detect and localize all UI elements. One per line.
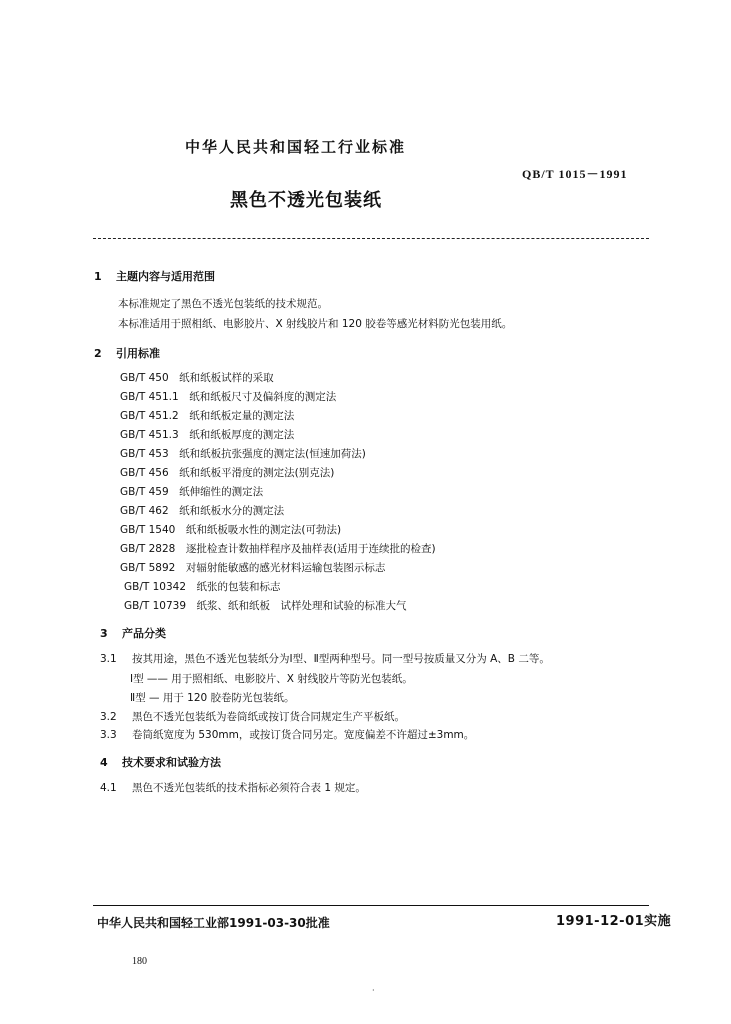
section-title: 产品分类 (122, 627, 166, 640)
clause-number: 3.1 (100, 653, 117, 665)
reference-item: GB/T 459 纸伸缩性的测定法 (120, 486, 264, 498)
reference-item: GB/T 5892 对辐射能敏感的感光材料运输包装图示标志 (120, 562, 386, 574)
section-2-heading (94, 345, 160, 361)
reference-item: GB/T 10342 纸张的包装和标志 (124, 581, 281, 593)
section-number: 4 (100, 756, 108, 769)
clause-3-2 (100, 709, 405, 724)
implementation-date: 1991-12-01实施 (556, 914, 672, 929)
reference-item: GB/T 453 纸和纸板抗张强度的测定法(恒速加荷法) (120, 448, 366, 460)
section-number: 2 (94, 347, 102, 360)
document-title: 黑色不透光包装纸 (230, 190, 382, 211)
section-3-heading (100, 625, 166, 641)
paragraph: 本标准规定了黑色不透光包装纸的技术规范。 (118, 298, 328, 310)
section-4-heading (100, 754, 221, 770)
approval-line: 中华人民共和国轻工业部1991-03-30批准 (97, 916, 330, 930)
section-1-heading (94, 268, 215, 284)
clause-text: 按其用途，黑色不透光包装纸分为Ⅰ型、Ⅱ型两种型号。同一型号按质量又分为 A、B 二等。 (132, 653, 550, 665)
footer-divider (93, 905, 649, 906)
reference-item: GB/T 462 纸和纸板水分的测定法 (120, 505, 285, 517)
clause-number: 3.2 (100, 711, 117, 723)
clause-text: 卷筒纸宽度为 530mm，或按订货合同另定。宽度偏差不许超过±3mm。 (132, 729, 475, 741)
reference-item: GB/T 451.1 纸和纸板尺寸及偏斜度的测定法 (120, 391, 337, 403)
reference-item: GB/T 456 纸和纸板平滑度的测定法(别克法) (120, 467, 335, 479)
section-title: 技术要求和试验方法 (122, 756, 221, 769)
clause-type-2: Ⅱ型 — 用于 120 胶卷防光包装纸。 (130, 692, 295, 704)
clause-number: 4.1 (100, 782, 117, 794)
section-title: 引用标准 (116, 347, 160, 360)
reference-item: GB/T 1540 纸和纸板吸水性的测定法(可勃法) (120, 524, 342, 536)
clause-3-1 (100, 651, 550, 666)
reference-item: GB/T 451.3 纸和纸板厚度的测定法 (120, 429, 295, 441)
standard-code: QB/T 1015－1991 (522, 167, 628, 181)
standard-title: 中华人民共和国轻工行业标准 (185, 138, 407, 156)
paragraph: 本标准适用于照相纸、电影胶片、X 射线胶片和 120 胶卷等感光材料防光包装用纸。 (118, 318, 513, 330)
page-number: 180 (132, 956, 147, 967)
scan-speck: · (372, 986, 375, 995)
reference-item: GB/T 450 纸和纸板试样的采取 (120, 372, 274, 384)
clause-number: 3.3 (100, 729, 117, 741)
section-number: 3 (100, 627, 108, 640)
clause-type-1: Ⅰ型 —— 用于照相纸、电影胶片、X 射线胶片等防光包装纸。 (130, 673, 413, 685)
reference-item: GB/T 10739 纸浆、纸和纸板 试样处理和试验的标准大气 (124, 600, 407, 612)
clause-text: 黑色不透光包装纸的技术指标必须符合表 1 规定。 (132, 782, 366, 794)
clause-3-3 (100, 727, 474, 742)
section-number: 1 (94, 270, 102, 283)
section-title: 主题内容与适用范围 (116, 270, 215, 283)
header-divider (93, 238, 649, 239)
clause-text: 黑色不透光包装纸为卷筒纸或按订货合同规定生产平板纸。 (132, 711, 405, 723)
clause-4-1 (100, 780, 366, 795)
reference-item: GB/T 2828 逐批检查计数抽样程序及抽样表(适用于连续批的检查) (120, 543, 436, 555)
reference-item: GB/T 451.2 纸和纸板定量的测定法 (120, 410, 295, 422)
